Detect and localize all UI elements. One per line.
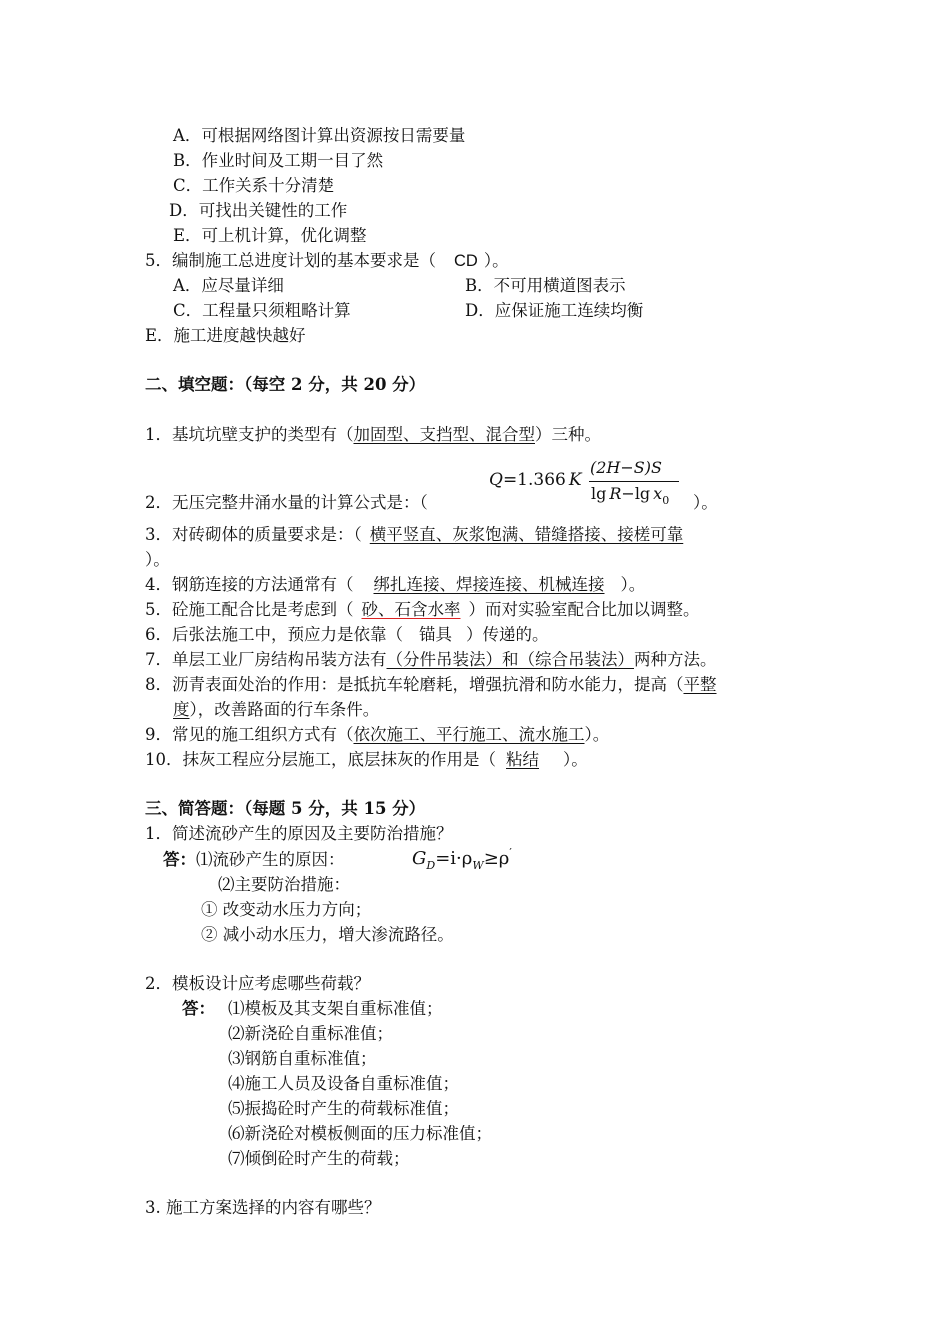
q2-load-4: ⑷施工人员及设备自重标准值； — [228, 1074, 459, 1093]
q5-stem-pre: 5．编制施工总进度计划的基本要求是（ — [145, 251, 436, 270]
fill-answer-1: 加固型、支挡型、混合型 — [353, 425, 535, 444]
fill-answer-8-cont: 度 — [173, 700, 190, 719]
fill-item-2: 2．无压完整井涌水量的计算公式是：（ — [145, 493, 428, 512]
fill-item-6: 6．后张法施工中，预应力是依靠（ 锚具 ）传递的。 — [145, 625, 549, 644]
fill-item-2-post: ）。 — [693, 493, 718, 512]
short-q1-stem: 1．简述流砂产生的原因及主要防治措施？ — [145, 824, 453, 843]
q4-option-d: D．可找出关键性的工作 — [169, 201, 348, 220]
fill-item-8-cont: 度），改善路面的行车条件。 — [173, 700, 380, 719]
fill-answer-5: 砂、石含水率 — [361, 600, 461, 619]
fill-answer-7: （分件吊装法）和（综合吊装法） — [386, 650, 634, 669]
fill-item-9: 9．常见的施工组织方式有（依次施工、平行施工、流水施工）。 — [145, 725, 610, 744]
q2-load-7: ⑺倾倒砼时产生的荷载； — [228, 1149, 410, 1168]
q1-cause: ⑴流砂产生的原因： — [196, 850, 345, 869]
q5-answer: CD — [454, 252, 478, 270]
q2-load-5: ⑸振捣砼时产生的荷载标准值； — [228, 1099, 459, 1118]
q4-option-b: B．作业时间及工期一目了然 — [173, 151, 384, 170]
formula-fraction-bar — [589, 481, 679, 482]
section3-title: 三、简答题：（每题 5 分，共 15 分） — [145, 799, 426, 818]
fill-item-3: 3．对砖砌体的质量要求是：（ 横平竖直、灰浆饱满、错缝搭接、接槎可靠 — [145, 525, 684, 544]
q1-measures: ⑵主要防治措施： — [218, 875, 350, 894]
fill-answer-6: 锚具 — [419, 625, 452, 644]
short-q2-stem: 2．模板设计应考虑哪些荷载？ — [145, 974, 370, 993]
q1-measure-2: ② 减小动水压力，增大渗流路径。 — [201, 925, 454, 944]
short-q3-stem: 3. 施工方案选择的内容有哪些？ — [145, 1198, 381, 1217]
fill-item-10: 10．抹灰工程应分层施工，底层抹灰的作用是（ 粘结 ）。 — [145, 750, 588, 769]
q5-option-b: B．不可用横道图表示 — [465, 276, 626, 295]
fill-item-4: 4．钢筋连接的方法通常有（ 绑扎连接、焊接连接、机械连接 ）。 — [145, 575, 646, 594]
q4-option-c: C．工作关系十分清楚 — [173, 176, 335, 195]
q5-stem-post: ）。 — [483, 251, 509, 270]
fill-item-1: 1．基坑坑壁支护的类型有（加固型、支挡型、混合型）三种。 — [145, 425, 601, 444]
fill-answer-4: 绑扎连接、焊接连接、机械连接 — [373, 575, 605, 594]
seepage-force-formula: $G_D=i\cdot\rho_W\ge\rho'$ — [412, 846, 512, 872]
q5-stem — [145, 253, 509, 270]
q5-option-c: C．工程量只须粗略计算 — [173, 301, 351, 320]
q5-option-d: D．应保证施工连续均衡 — [465, 301, 644, 320]
answer-label: 答： — [163, 850, 196, 869]
formula-denominator: lg R−lg $x_0$ — [591, 484, 670, 507]
fill-item-3-post: ）。 — [145, 550, 170, 569]
fill-item-7: 7．单层工业厂房结构吊装方法有（分件吊装法）和（综合吊装法）两种方法。 — [145, 650, 717, 669]
fill-answer-9: 依次施工、平行施工、流水施工 — [353, 725, 585, 744]
formula-numerator: (2H−S)S — [590, 458, 662, 477]
q2-load-1: ⑴模板及其支架自重标准值； — [228, 999, 443, 1018]
fill-answer-3: 横平竖直、灰浆饱满、错缝搭接、接槎可靠 — [369, 525, 684, 544]
q1-measure-1: ① 改变动水压力方向； — [201, 900, 372, 919]
q5-option-a: A．应尽量详细 — [173, 276, 284, 295]
q2-load-3: ⑶钢筋自重标准值； — [228, 1049, 377, 1068]
q4-option-e: E．可上机计算，优化调整 — [173, 226, 367, 245]
fill-item-8: 8．沥青表面处治的作用：是抵抗车轮磨耗，增强抗滑和防水能力，提高（平整 — [145, 675, 717, 694]
q2-answer-label: 答： — [182, 999, 215, 1018]
q2-load-2: ⑵新浇砼自重标准值； — [228, 1024, 393, 1043]
fill-answer-10: 粘结 — [506, 750, 539, 769]
fill-item-5: 5．砼施工配合比是考虑到（ 砂、石含水率 ）而对实验室配合比加以调整。 — [145, 600, 700, 619]
q5-option-e: E．施工进度越快越好 — [145, 326, 306, 345]
formula-lhs: Q=1.366 K — [489, 470, 582, 490]
section2-title: 二、填空题：（每空 2 分，共 20 分） — [145, 375, 426, 394]
q2-load-6: ⑹新浇砼对模板侧面的压力标准值； — [228, 1124, 492, 1143]
fill-answer-8: 平整 — [683, 675, 717, 694]
q4-option-a: A．可根据网络图计算出资源按日需要量 — [173, 126, 466, 145]
short-q1-answer — [163, 852, 345, 869]
